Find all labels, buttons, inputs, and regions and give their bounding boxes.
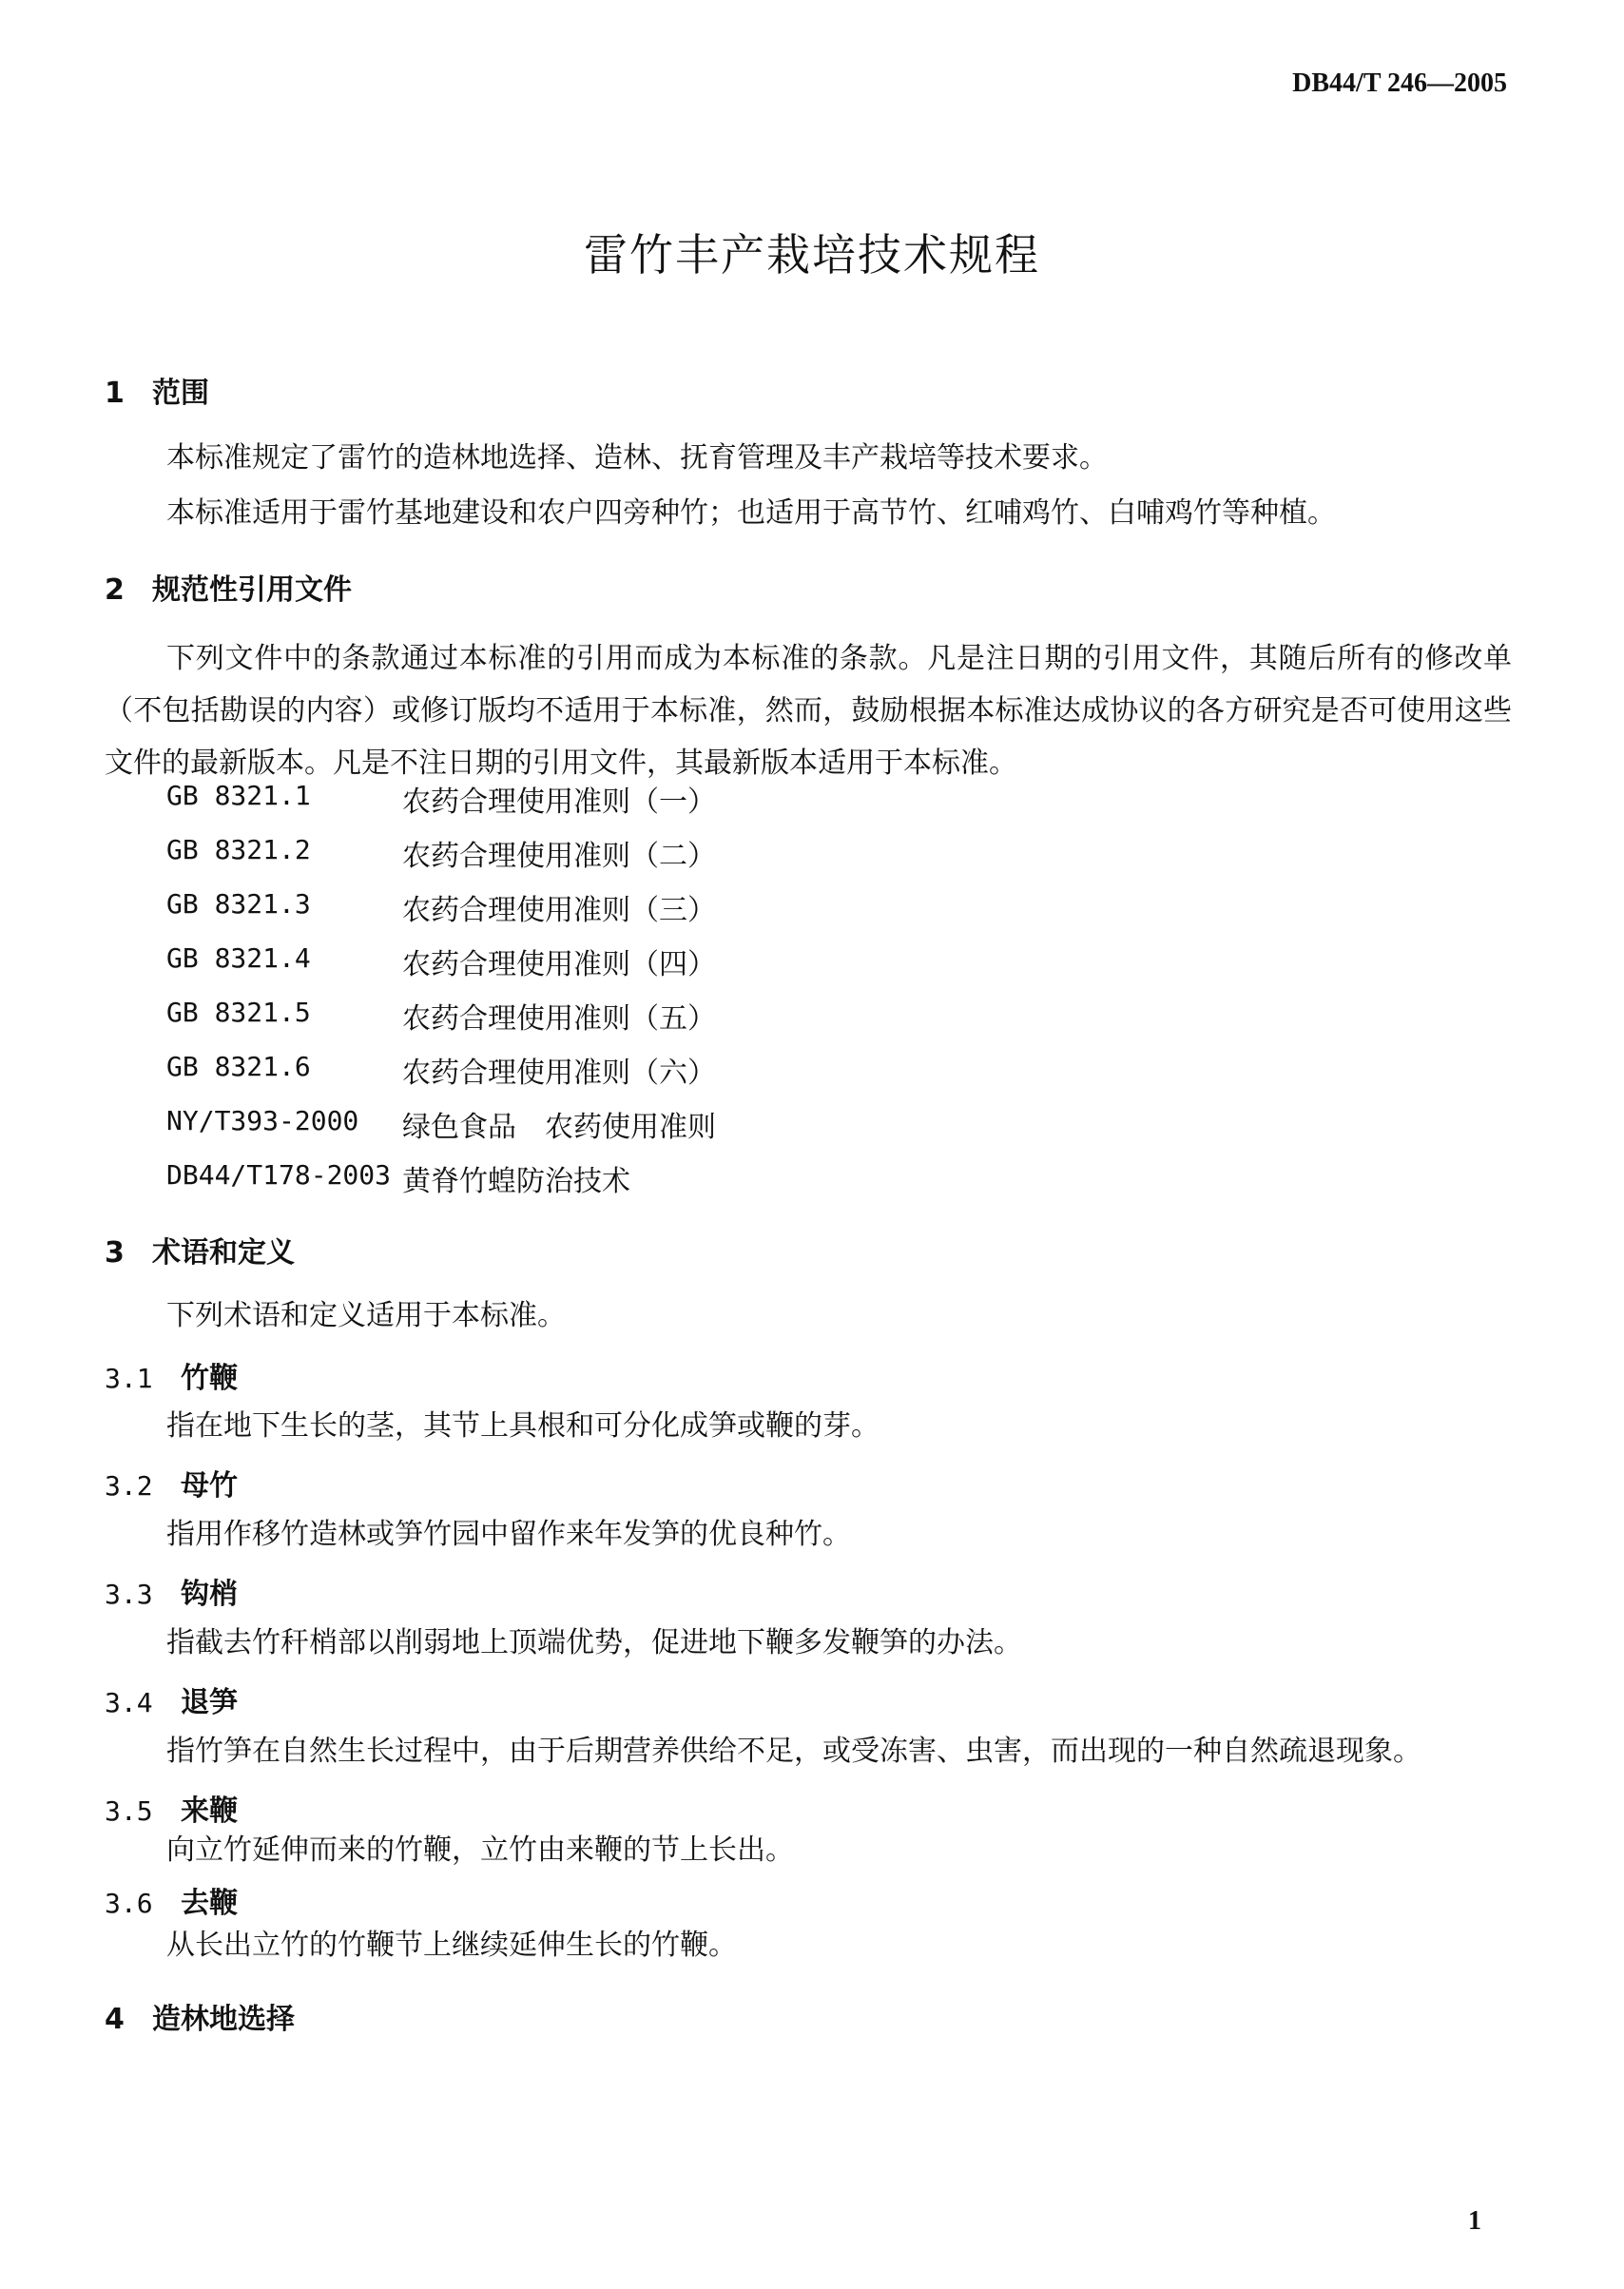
section-title: 造林地选择: [152, 2003, 295, 2036]
terms-intro: 下列术语和定义适用于本标准。: [166, 1299, 566, 1332]
section-4-heading: [105, 1995, 295, 2037]
ref-title: 黄脊竹蝗防治技术: [402, 1165, 630, 1198]
term-number: 3.1: [105, 1363, 153, 1394]
ref-code: GB 8321.3: [166, 888, 311, 920]
section-2-heading: [105, 566, 352, 608]
page-number: 1: [1468, 2206, 1481, 2236]
ref-code: GB 8321.1: [166, 780, 311, 811]
term-definition: 指在地下生长的茎，其节上具根和可分化成笋或鞭的芽。: [166, 1409, 880, 1443]
term-name: 退笋: [181, 1686, 238, 1719]
ref-code: GB 8321.4: [166, 942, 311, 974]
section-title: 范围: [152, 377, 209, 410]
section-number: 2: [105, 573, 125, 607]
section-1-heading: [105, 369, 209, 411]
term-definition: 指截去竹秆梢部以削弱地上顶端优势，促进地下鞭多发鞭笋的办法。: [166, 1626, 1022, 1659]
term-definition: 指用作移竹造林或笋竹园中留作来年发笋的优良种竹。: [166, 1518, 851, 1551]
ref-title: 农药合理使用准则（二）: [402, 840, 716, 873]
term-definition: 指竹笋在自然生长过程中，由于后期营养供给不足，或受冻害、虫害，而出现的一种自然疏退现象。: [166, 1735, 1421, 1768]
term-name: 母竹: [181, 1469, 238, 1503]
ref-code: GB 8321.6: [166, 1051, 311, 1082]
section-number: 1: [105, 377, 125, 410]
term-number: 3.6: [105, 1888, 153, 1919]
ref-code: DB44/T178-2003: [166, 1159, 392, 1191]
ref-title: 农药合理使用准则（四）: [402, 948, 716, 981]
ref-title: 农药合理使用准则（一）: [402, 786, 716, 819]
scope-paragraph: 本标准适用于雷竹基地建设和农户四旁种竹；也适用于高节竹、红哺鸡竹、白哺鸡竹等种植。: [166, 496, 1336, 530]
scope-paragraph: 本标准规定了雷竹的造林地选择、造林、抚育管理及丰产栽培等技术要求。: [166, 441, 1108, 475]
term-number: 3.3: [105, 1579, 153, 1610]
term-name: 钩梢: [181, 1578, 238, 1611]
term-definition: 向立竹延伸而来的竹鞭，立竹由来鞭的节上长出。: [166, 1833, 794, 1867]
term-number: 3.4: [105, 1687, 153, 1718]
term-definition: 从长出立竹的竹鞭节上继续延伸生长的竹鞭。: [166, 1929, 737, 1962]
term-heading: [105, 1787, 238, 1829]
term-heading: [105, 1879, 238, 1921]
term-heading: [105, 1570, 238, 1612]
term-name: 竹鞭: [181, 1362, 238, 1395]
section-3-heading: [105, 1229, 295, 1271]
ref-title: 农药合理使用准则（三）: [402, 894, 716, 927]
ref-code: GB 8321.5: [166, 997, 311, 1028]
term-name: 去鞭: [181, 1887, 238, 1920]
page-title: 雷竹丰产栽培技术规程: [584, 229, 1040, 281]
section-number: 3: [105, 1236, 125, 1270]
ref-code: GB 8321.2: [166, 834, 311, 865]
term-heading: [105, 1462, 238, 1503]
section-title: 规范性引用文件: [152, 573, 352, 607]
term-heading: [105, 1354, 238, 1396]
term-number: 3.5: [105, 1795, 153, 1827]
term-heading: [105, 1678, 238, 1720]
term-number: 3.2: [105, 1470, 153, 1502]
section-title: 术语和定义: [152, 1236, 295, 1270]
ref-title: 农药合理使用准则（五）: [402, 1002, 716, 1036]
section-number: 4: [105, 2003, 125, 2036]
ref-title: 农药合理使用准则（六）: [402, 1057, 716, 1090]
term-name: 来鞭: [181, 1794, 238, 1828]
ref-title: 绿色食品 农药使用准则: [402, 1111, 716, 1144]
document-code: DB44/T 246—2005: [1292, 68, 1507, 98]
normative-intro: 下列文件中的条款通过本标准的引用而成为本标准的条款。凡是注日期的引用文件，其随后所有的修改单（不包括勘误的内容）或修订版均不适用于本标准，然而，鼓励根据本标准达成协议的各方研究是否可使用这些文件的最新版本。凡是不注日期的引用文件，其最新版本适用于本标准。: [105, 642, 1512, 780]
ref-code: NY/T393-2000: [166, 1105, 359, 1136]
